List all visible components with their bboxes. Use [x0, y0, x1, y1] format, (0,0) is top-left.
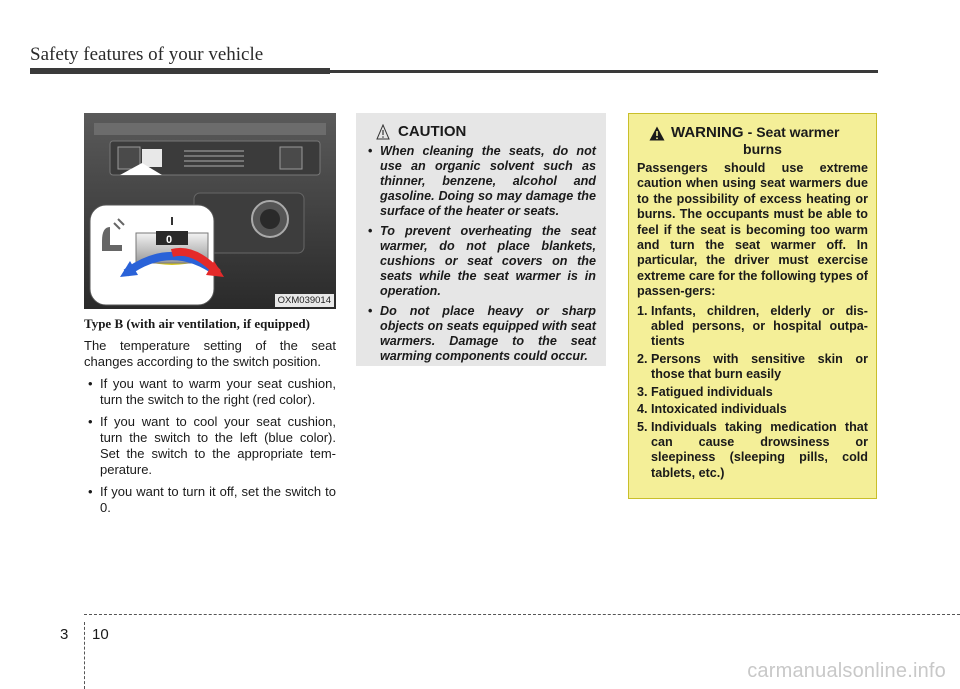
page-header-title: Safety features of your vehicle	[30, 44, 264, 65]
footer-rule-horizontal	[84, 614, 960, 615]
section-subheading: Type B (with air ventilation, if equipped)	[84, 316, 310, 331]
list-item: • If you want to cool your seat cushion, turn the switch to the left (blue color). Set the switch to the appropriate tem-perature.	[84, 414, 336, 478]
list-item: 1. Infants, children, elderly or dis-abled persons, or hospital outpa-tients	[637, 303, 868, 349]
warning-subtitle: - Seat warmer	[747, 124, 840, 140]
list-item: • If you want to warm your seat cushion, turn the switch to the right (red color).	[84, 376, 336, 408]
intro-paragraph: The temperature setting of the seat changes according to the switch position.	[84, 338, 336, 369]
warning-title: WARNING	[671, 124, 744, 141]
list-item: 3. Fatigued individuals	[637, 384, 773, 399]
list-item: • To prevent overheating the seat warmer, do not place blankets, cushions or seat covers on the seats while the seat warmer is in operation.	[366, 224, 596, 299]
footer-rule-vertical	[84, 622, 85, 689]
left-column	[84, 316, 336, 522]
chapter-number: 3	[60, 626, 69, 643]
list-item: • When cleaning the seats, do not use an organic solvent such as thinner, benzene, alcohol and gasoline. Doing so may damage the surface of the heater or seats.	[366, 144, 596, 219]
warning-list	[637, 304, 868, 481]
warning-heading	[637, 124, 868, 141]
list-item: 2. Persons with sensitive skin or those that burn easily	[637, 351, 868, 382]
watermark: carmanualsonline.info	[747, 660, 946, 682]
caution-list	[366, 144, 596, 364]
header-rule	[30, 70, 878, 73]
page-number: 10	[92, 626, 109, 643]
caution-triangle-icon	[376, 124, 390, 140]
list-item: • Do not place heavy or sharp objects on seats equipped with seat warmers. Damage to the seat warming components could occur.	[366, 304, 596, 364]
dashboard-illustration	[84, 113, 336, 309]
list-item: 4. Intoxicated individuals	[637, 402, 787, 417]
knob-zero-label: 0	[166, 234, 173, 246]
caution-title: CAUTION	[398, 123, 467, 140]
caution-box	[356, 113, 606, 366]
list-item: 5. Individuals taking medication that can cause drowsiness or sleepiness (sleeping pills, cold tablets, etc.)	[637, 419, 868, 480]
list-item: • If you want to turn it off, set the switch to 0.	[84, 484, 336, 516]
caution-heading	[376, 123, 596, 140]
warning-box	[628, 113, 877, 499]
seat-switch-figure	[84, 113, 336, 309]
warning-body: Passengers should use extreme caution when using seat warmers due to the possibility of excess heating or burns. The occupants must be able to feel if the seat is becoming too warm and turn the seat warmer off. In particular, the driver must exercise extreme care for the following types of passen-gers:	[637, 161, 868, 299]
figure-code: OXM039014	[275, 294, 334, 307]
warning-subtitle-line2: burns	[743, 141, 782, 157]
warning-triangle-icon	[649, 126, 665, 141]
instruction-list	[84, 376, 336, 516]
